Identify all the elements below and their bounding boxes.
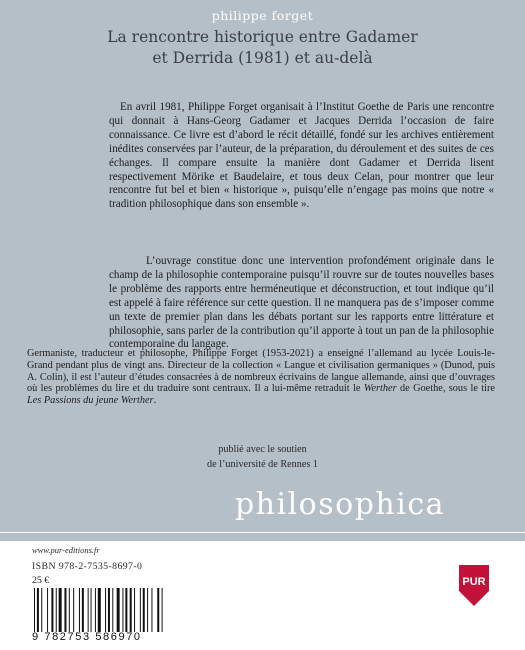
barcode-bar <box>91 588 92 632</box>
funding-line-1: publié avec le soutien <box>218 444 307 455</box>
barcode-bar <box>125 588 127 632</box>
author-bio <box>27 348 495 407</box>
barcode-bar <box>79 588 80 632</box>
bio-text-3: . <box>153 395 157 407</box>
barcode-bar <box>122 588 123 632</box>
summary-paragraph-1: En avril 1981, Philippe Forget organisait à l’Institut Goethe de Paris une rencontre qui donnait à Hans-Georg Gadamer et Jacques Derrida l’occasion de faire connaissance. Ce livre est d’abord le récit détaillé, fondé sur les archives entièrement inédites conservées par l’auteur, de la préparation, du déroulement et des suites de ces échanges. Il compare ensuite la manière dont Gadamer et Derrida lisent respectivement Mörike et Baudelaire, et tous deux Celan, pour montrer que leur rencontre fut bel et bien « historique », puisqu’elle n’engage pas moins que notre « tradition philosophique dans son ensemble ». <box>109 101 494 211</box>
barcode-bar <box>105 588 106 632</box>
price: 25 € <box>32 575 50 586</box>
book-title-line-1: La rencontre historique entre Gadamer <box>107 28 418 46</box>
bio-italic-passions: Les Passions du jeune Werther <box>27 395 154 407</box>
barcode-bar <box>88 588 89 632</box>
bio-text-1: Germaniste, traducteur et philosophe, Philippe Forget (1953-2021) a enseigné l’allemand au lycée Louis-le-Grand pendant plus de vingt ans. Directeur de la collection « Langue et civilisation germaniques » (Dunod, puis A. Colin), il est l’auteur d’études consacrées à de nombreux écrivains de langue allemande, ainsi que d’ouvrages où les problèmes du lire et du traduire sont centraux. Il a lui-même retraduit le <box>27 348 495 395</box>
barcode <box>32 588 208 632</box>
barcode-bar <box>134 588 135 632</box>
publisher-logo-icon <box>455 561 493 609</box>
barcode-bar <box>51 588 53 632</box>
barcode-bar <box>56 588 57 632</box>
barcode-bar <box>151 588 152 632</box>
barcode-bar <box>34 588 35 632</box>
divider <box>0 532 525 533</box>
funding-note <box>0 442 525 472</box>
barcode-bar <box>59 588 62 632</box>
funding-line-2: de l’université de Rennes 1 <box>207 459 318 470</box>
barcode-bar <box>157 588 159 632</box>
isbn: ISBN 978-2-7535-8697-0 <box>32 561 143 572</box>
bio-text-2: de Goethe, sous le tire <box>396 383 495 395</box>
book-title-line-2: et Derrida (1981) et au-delà <box>152 49 373 67</box>
barcode-bar <box>143 588 145 632</box>
barcode-bar <box>41 588 42 632</box>
barcode-bar <box>117 588 120 632</box>
author-name: philippe forget <box>211 8 314 23</box>
barcode-bar <box>147 588 148 632</box>
barcode-bar <box>47 588 48 632</box>
barcode-bar <box>98 588 101 632</box>
barcode-bar <box>37 588 39 632</box>
barcode-bar <box>130 588 132 632</box>
summary-paragraph-2: L’ouvrage constitue donc une intervention profondément originale dans le champ de la philosophie contemporaine puisqu’il rouvre sur de toutes nouvelles bases le problème des rapports entre herméneutique et déconstruction, et tout indique qu’il est appelé à faire référence sur cette question. Il ne manquera pas de s’imposer comme un texte de premier plan dans les débats portant sur les rapports entre littérature et philosophie, sans parler de la contribution qu’il apporte à tout un pan de la philosophie contemporaine du langage. <box>109 255 494 351</box>
barcode-bar <box>140 588 141 632</box>
barcode-bar <box>69 588 70 632</box>
barcode-bar <box>73 588 74 632</box>
barcode-bar <box>64 588 66 632</box>
barcode-bar <box>108 588 110 632</box>
barcode-bar <box>82 588 84 632</box>
barcode-bar <box>95 588 96 632</box>
barcode-bar <box>162 588 163 632</box>
series-name: philosophica <box>234 487 446 522</box>
barcode-bar <box>112 588 113 632</box>
logo-text: PUR <box>462 576 486 588</box>
barcode-digits: 9 782753 586970 <box>32 631 142 643</box>
publisher-url: www.pur-editions.fr <box>32 545 100 555</box>
bio-italic-werther: Werther <box>363 383 397 395</box>
book-title <box>40 27 485 69</box>
